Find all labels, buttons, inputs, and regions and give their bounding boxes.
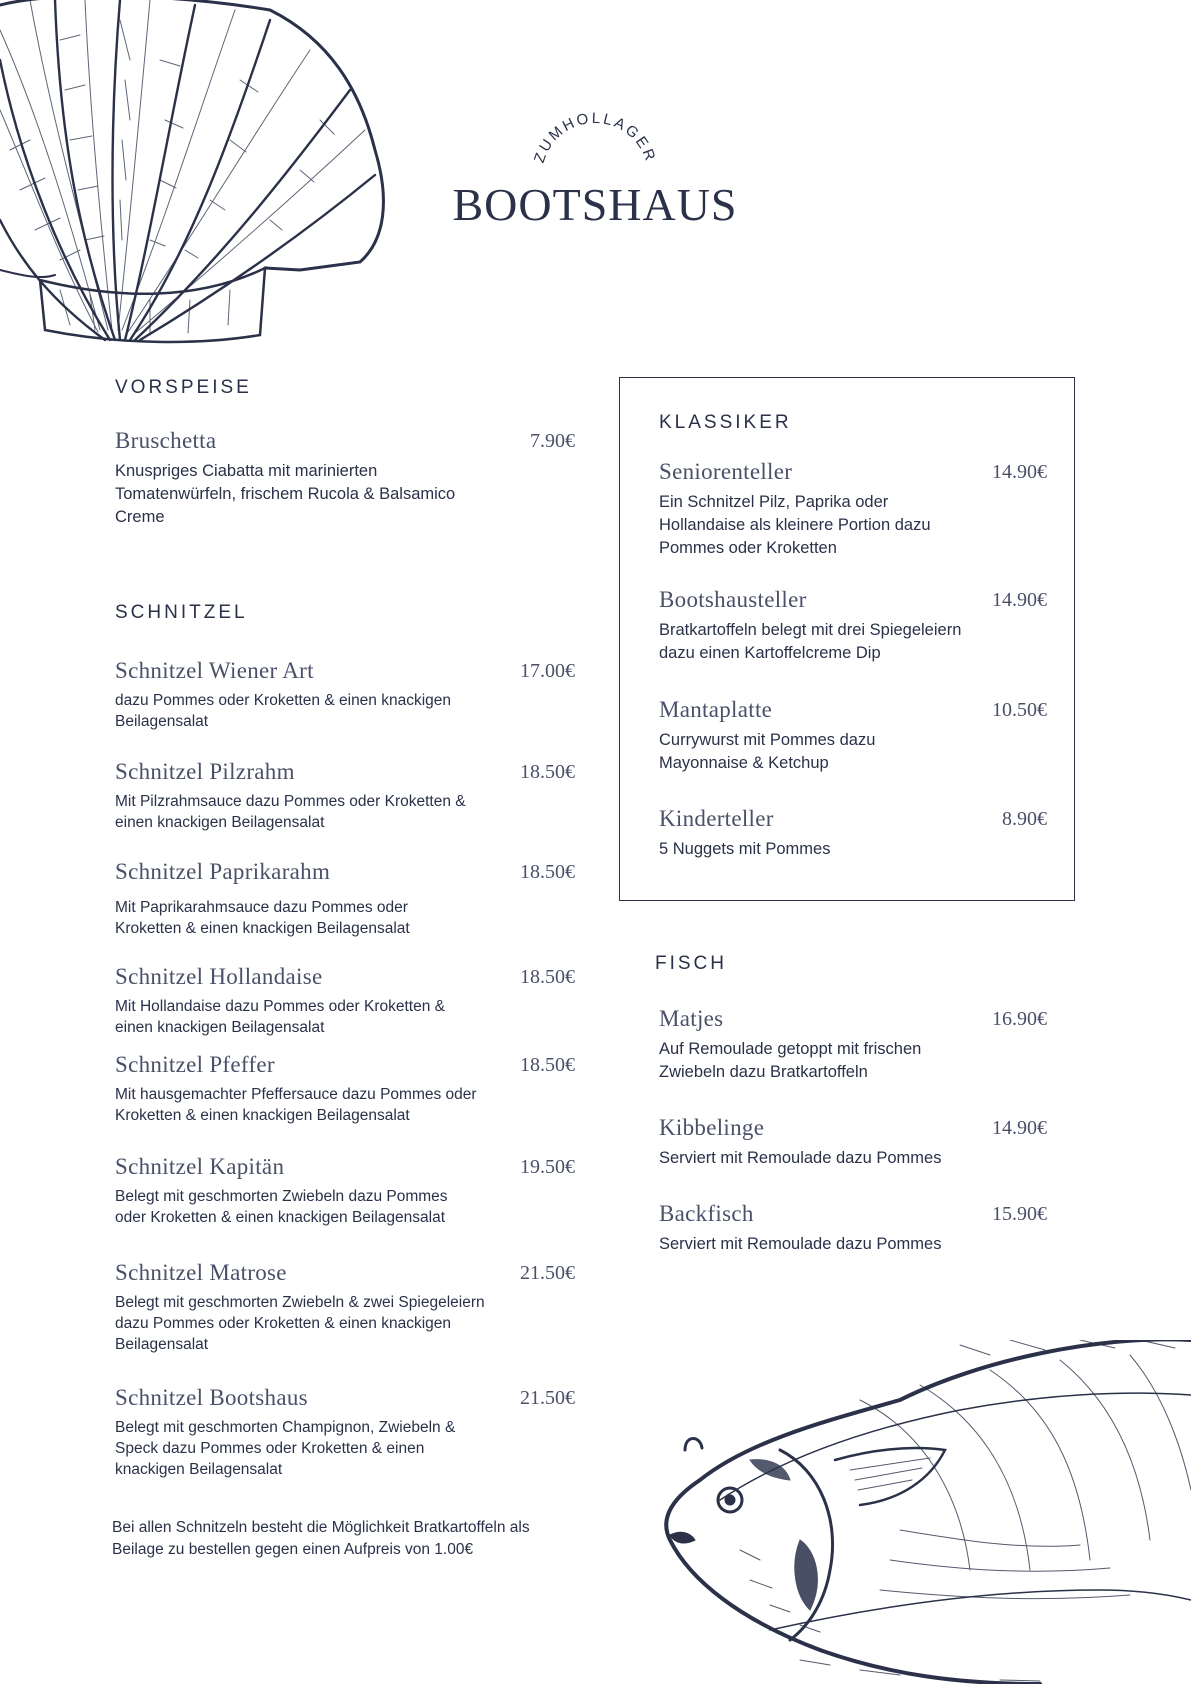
section-title-schnitzel: SCHNITZEL (115, 602, 248, 623)
item-description: Bratkartoffeln belegt mit drei Spiegeleiern dazu einen Kartoffelcreme Dip (659, 621, 962, 662)
item-description: Mit hausgemachter Pfeffersauce dazu Pommes oder Kroketten & einen knackigen Beilagensalat (115, 1086, 477, 1124)
item-description: Knuspriges Ciabatta mit marinierten Tomatenwürfeln, frischem Rucola & Balsamico Creme (115, 462, 456, 526)
item-price: 17.00€ (520, 660, 575, 682)
item-description: Currywurst mit Pommes dazu Mayonnaise & Ketchup (659, 731, 876, 772)
schnitzel-side-note: Bei allen Schnitzeln besteht die Möglichkeit Bratkartoffeln als Beilage zu bestellen gegen einen Aufpreis von 1.00€ (112, 1519, 530, 1558)
brand-logo (440, 108, 750, 228)
section-title-klassiker: KLASSIKER (659, 412, 792, 433)
item-price: 18.50€ (520, 761, 575, 783)
flatfish-illustration (660, 1340, 1191, 1684)
menu-item (659, 697, 1047, 775)
scallop-shell-illustration (0, 0, 390, 345)
item-price: 14.90€ (992, 1117, 1047, 1139)
item-name: Schnitzel Wiener Art (115, 658, 314, 683)
menu-item (115, 428, 575, 529)
item-description: Ein Schnitzel Pilz, Paprika oder Hollandaise als kleinere Portion dazu Pommes oder Kroketten (659, 493, 931, 557)
item-name: Bootshausteller (659, 587, 807, 612)
brand-tagline-arc (520, 108, 670, 188)
menu-item (115, 859, 575, 939)
item-name: Schnitzel Bootshaus (115, 1385, 308, 1410)
item-price: 18.50€ (520, 861, 575, 883)
item-description: Auf Remoulade getoppt mit frischen Zwiebeln dazu Bratkartoffeln (659, 1040, 922, 1081)
item-name: Schnitzel Kapitän (115, 1154, 285, 1179)
item-name: Backfisch (659, 1201, 754, 1226)
item-name: Kibbelinge (659, 1115, 765, 1140)
item-price: 7.90€ (530, 430, 575, 452)
item-description: Mit Pilzrahmsauce dazu Pommes oder Kroketten & einen knackigen Beilagensalat (115, 793, 466, 831)
item-name: Bruschetta (115, 428, 217, 453)
item-name: Matjes (659, 1006, 724, 1031)
item-description: Belegt mit geschmorten Champignon, Zwiebeln & Speck dazu Pommes oder Kroketten & einen knackigen Beilagensalat (115, 1419, 456, 1478)
item-price: 10.50€ (992, 699, 1047, 721)
brand-tagline: ZUMHOLLAGER (530, 109, 660, 166)
item-description: Serviert mit Remoulade dazu Pommes (659, 1235, 942, 1253)
menu-item (115, 1154, 575, 1228)
item-price: 18.50€ (520, 966, 575, 988)
item-description: Mit Paprikarahmsauce dazu Pommes oder Kroketten & einen knackigen Beilagensalat (115, 899, 410, 937)
menu-item (659, 587, 1047, 665)
item-price: 21.50€ (520, 1387, 575, 1409)
item-description: Serviert mit Remoulade dazu Pommes (659, 1149, 942, 1167)
item-price: 18.50€ (520, 1054, 575, 1076)
item-description: dazu Pommes oder Kroketten & einen knackigen Beilagensalat (115, 692, 452, 730)
menu-item (659, 1115, 1047, 1170)
item-price: 8.90€ (1002, 808, 1047, 830)
item-name: Seniorenteller (659, 459, 793, 484)
item-description: Belegt mit geschmorten Zwiebeln dazu Pommes oder Kroketten & einen knackigen Beilagensalat (115, 1188, 448, 1226)
section-title-vorspeise: VORSPEISE (115, 377, 252, 398)
item-description: Mit Hollandaise dazu Pommes oder Kroketten & einen knackigen Beilagensalat (115, 998, 445, 1036)
item-name: Schnitzel Pilzrahm (115, 759, 295, 784)
menu-item (659, 1201, 1047, 1256)
item-name: Schnitzel Paprikarahm (115, 859, 331, 884)
item-price: 21.50€ (520, 1262, 575, 1284)
item-price: 16.90€ (992, 1008, 1047, 1030)
menu-item (115, 1260, 575, 1355)
item-description: Belegt mit geschmorten Zwiebeln & zwei Spiegeleiern dazu Pommes oder Kroketten & einen knackigen Beilagensalat (115, 1294, 485, 1353)
menu-item (115, 964, 575, 1038)
item-name: Kinderteller (659, 806, 774, 831)
menu-item (115, 1385, 575, 1480)
menu-item (115, 759, 575, 833)
section-title-fisch: FISCH (655, 953, 727, 974)
item-name: Schnitzel Hollandaise (115, 964, 323, 989)
svg-text:ZUMHOLLAGER (531, 110, 659, 165)
item-description: 5 Nuggets mit Pommes (659, 840, 831, 858)
menu-item (115, 1052, 575, 1126)
menu-item (659, 806, 1047, 861)
menu-item (115, 658, 575, 732)
item-price: 14.90€ (992, 589, 1047, 611)
menu-item (659, 1006, 1047, 1084)
item-price: 15.90€ (992, 1203, 1047, 1225)
item-name: Schnitzel Pfeffer (115, 1052, 275, 1077)
item-name: Schnitzel Matrose (115, 1260, 287, 1285)
brand-name: BOOTSHAUS (452, 179, 738, 230)
item-name: Mantaplatte (659, 697, 773, 722)
menu-item (659, 459, 1047, 560)
item-price: 14.90€ (992, 461, 1047, 483)
item-price: 19.50€ (520, 1156, 575, 1178)
